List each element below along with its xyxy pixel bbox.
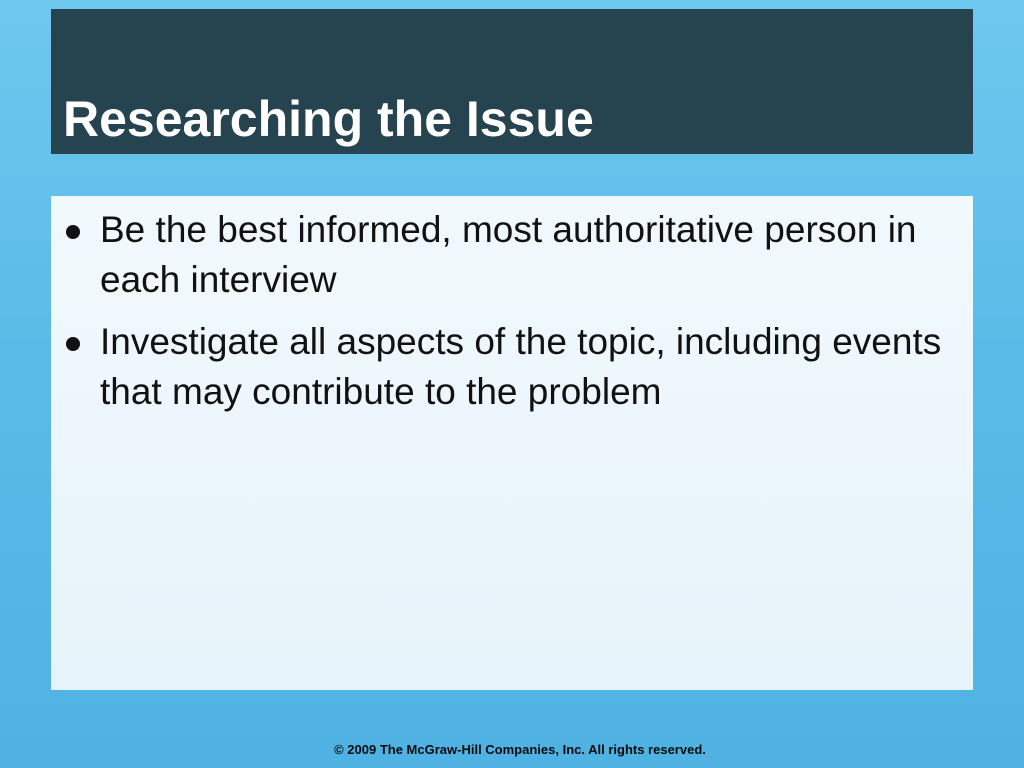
- bullet-item: [51, 317, 951, 417]
- bullet-item: [51, 205, 951, 305]
- bullet-dot-icon: [66, 225, 80, 239]
- bullet-list: [51, 205, 951, 429]
- bullet-text: Be the best informed, most authoritative person in each interview: [100, 209, 917, 300]
- bullet-dot-icon: [66, 337, 80, 351]
- slide-title: Researching the Issue: [63, 91, 594, 147]
- title-bar: [51, 9, 973, 154]
- bullet-text: Investigate all aspects of the topic, including events that may contribute to the problem: [100, 321, 942, 412]
- content-box: [51, 196, 973, 690]
- copyright-footer: © 2009 The McGraw-Hill Companies, Inc. All rights reserved.: [334, 742, 706, 757]
